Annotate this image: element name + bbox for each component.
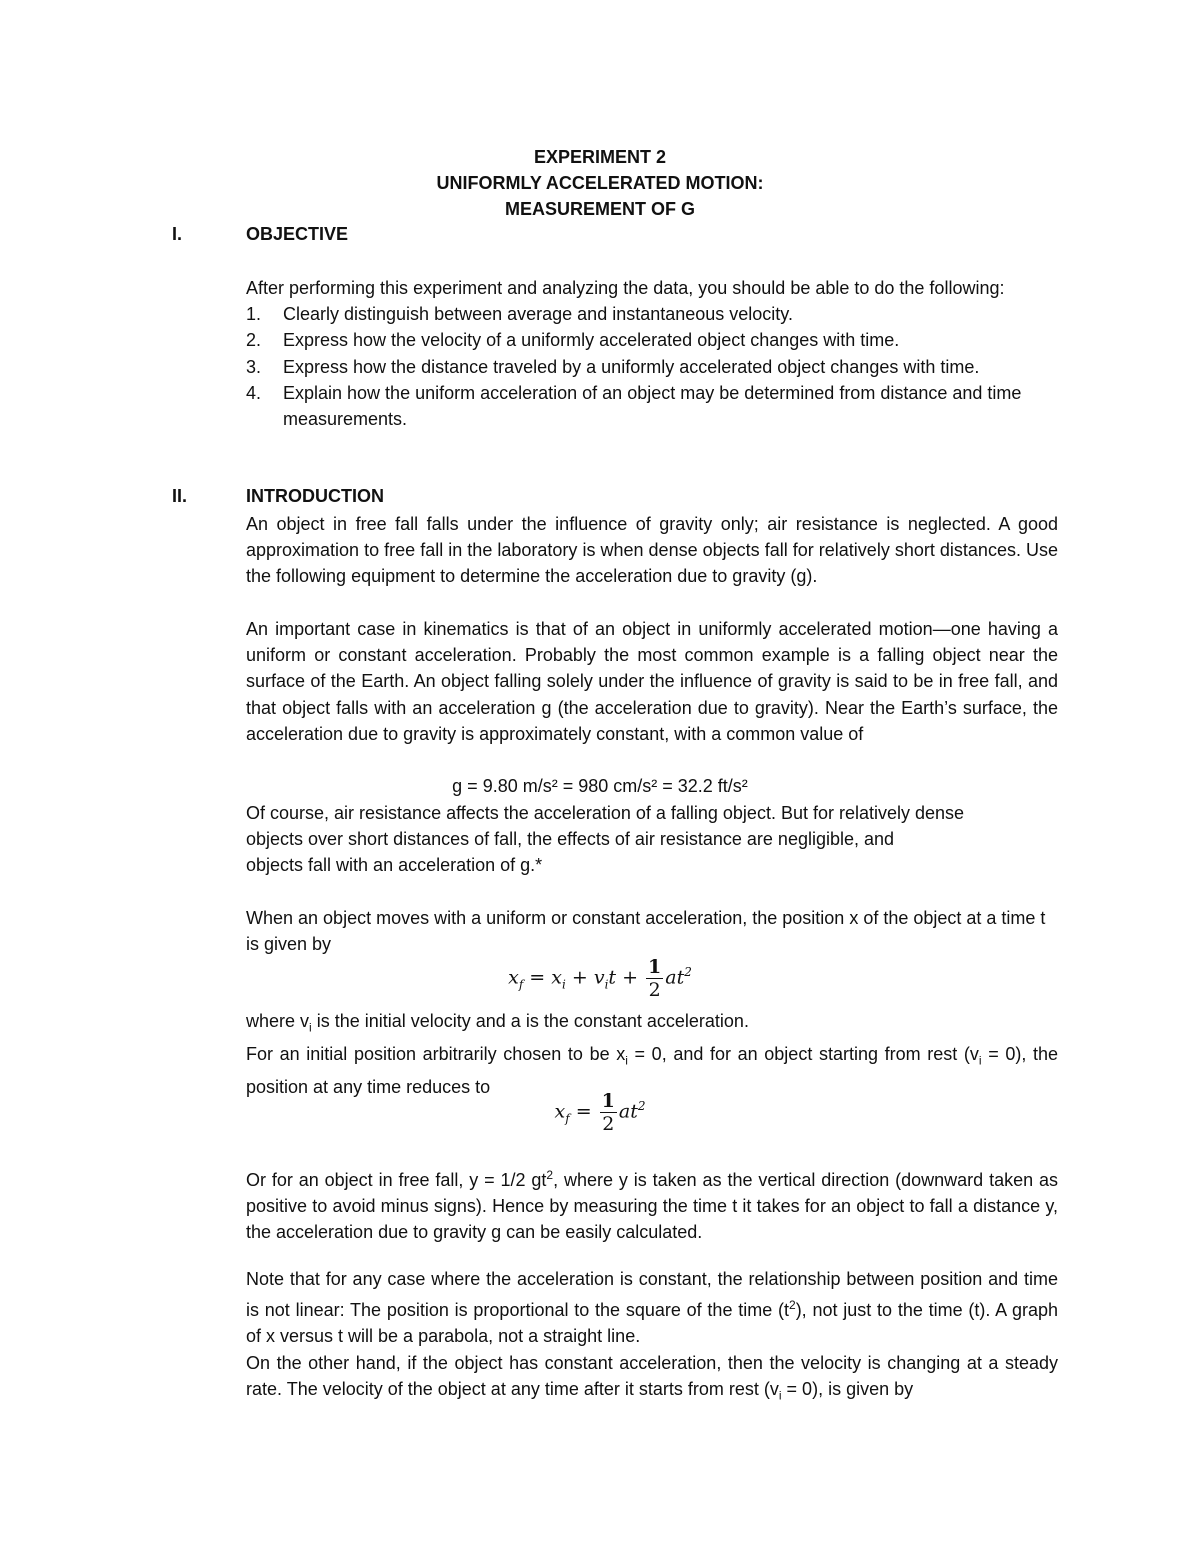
intro-paragraph-5: where $v_i$ is the initial velocity and a is the constant acceleration. For an initial position arbitrarily chosen to be $x_i = 0$, and for an object starting from rest $(v_i = 0)$, the position at any time reduces to	[246, 1011, 1059, 1097]
intro-paragraph-3: Of course, air resistance affects the acceleration of a falling object. But for relatively dense objects over short distances of fall, the effects of air resistance are negligible, and objects fall with an acceleration of g.*	[246, 803, 965, 876]
list-item: 4. Explain how the uniform acceleration of an object may be determined from distance and time measurements.	[246, 382, 1022, 430]
section-title: OBJECTIVE	[246, 224, 349, 244]
experiment-title: UNIFORMLY ACCELERATED MOTION:	[436, 173, 764, 193]
document-header	[0, 144, 1200, 222]
intro-paragraph-1: An object in free fall falls under the influence of gravity only; air resistance is neglected. A good approximation to free fall in the laboratory is when dense objects fall for relatively short distances. Use the following equipment to determine the acceleration due to gravity (g).	[246, 514, 1058, 587]
objective-list	[246, 301, 1058, 432]
section-numeral: II.	[172, 486, 188, 506]
fraction: $\frac{1}{2}$	[601, 1090, 615, 1135]
objective-block	[246, 275, 1058, 432]
gravity-value-equation: g = 9.80 m/s² = 980 cm/s² = 32.2 ft/s²	[452, 776, 748, 796]
position-equation: $x_f = x_i + v_it$ + $\frac{1}{2}$ $at^2$	[508, 956, 692, 1001]
objective-intro: After performing this experiment and analyzing the data, you should be able to do the following:	[246, 278, 1005, 298]
experiment-number: EXPERIMENT 2	[533, 147, 667, 167]
fraction: $\frac{1}{2}$	[648, 956, 662, 1001]
list-item: 3. Express how the distance traveled by a uniformly accelerated object changes with time.	[246, 356, 980, 377]
intro-paragraph-7: Note that for any case where the acceleration is constant, the relationship between position and time is not linear: The position is proportional to the square of the time $(t^2)$, not just to the time (t). A graph of x versus t will be a parabola, not a straight line. On the other hand, if the object has constant acceleration, then the velocity is changing at a steady rate. The velocity of the object at any time after it starts from rest $(v_i = 0)$, is given by	[246, 1269, 1058, 1403]
list-item: 2. Express how the velocity of a uniformly accelerated object changes with time.	[246, 330, 900, 351]
section-title: INTRODUCTION	[246, 486, 384, 506]
list-item: 1. Clearly distinguish between average and instantaneous velocity.	[246, 304, 793, 325]
intro-paragraph-4: When an object moves with a uniform or constant acceleration, the position x of the object at a time t is given by	[246, 908, 1046, 955]
intro-paragraph-6: Or for an object in free fall, y = 1/2 $gt^2$, where y is taken as the vertical direction (downward taken as positive to avoid minus signs). Hence by measuring the time t it takes for an object to fall a distance y, the acceleration due to gravity g can be easily calculated.	[246, 1168, 1058, 1243]
rest-position-equation: $x_f$ = $\frac{1}{2}$ $at^2$	[554, 1090, 646, 1135]
section-numeral: I.	[172, 224, 183, 244]
experiment-subtitle: MEASUREMENT OF G	[504, 199, 695, 219]
intro-paragraph-2: An important case in kinematics is that of an object in uniformly accelerated motion—one having a uniform or constant acceleration. Probably the most common example is a falling object near the surface of the Earth. An object falling solely under the influence of gravity is said to be in free fall, and that object falls with an acceleration g (the acceleration due to gravity). Near the Earth’s surface, the acceleration due to gravity is approximately constant, with a common value of	[246, 619, 1058, 744]
section-heading-objective	[172, 224, 348, 245]
section-heading-introduction	[172, 486, 384, 507]
